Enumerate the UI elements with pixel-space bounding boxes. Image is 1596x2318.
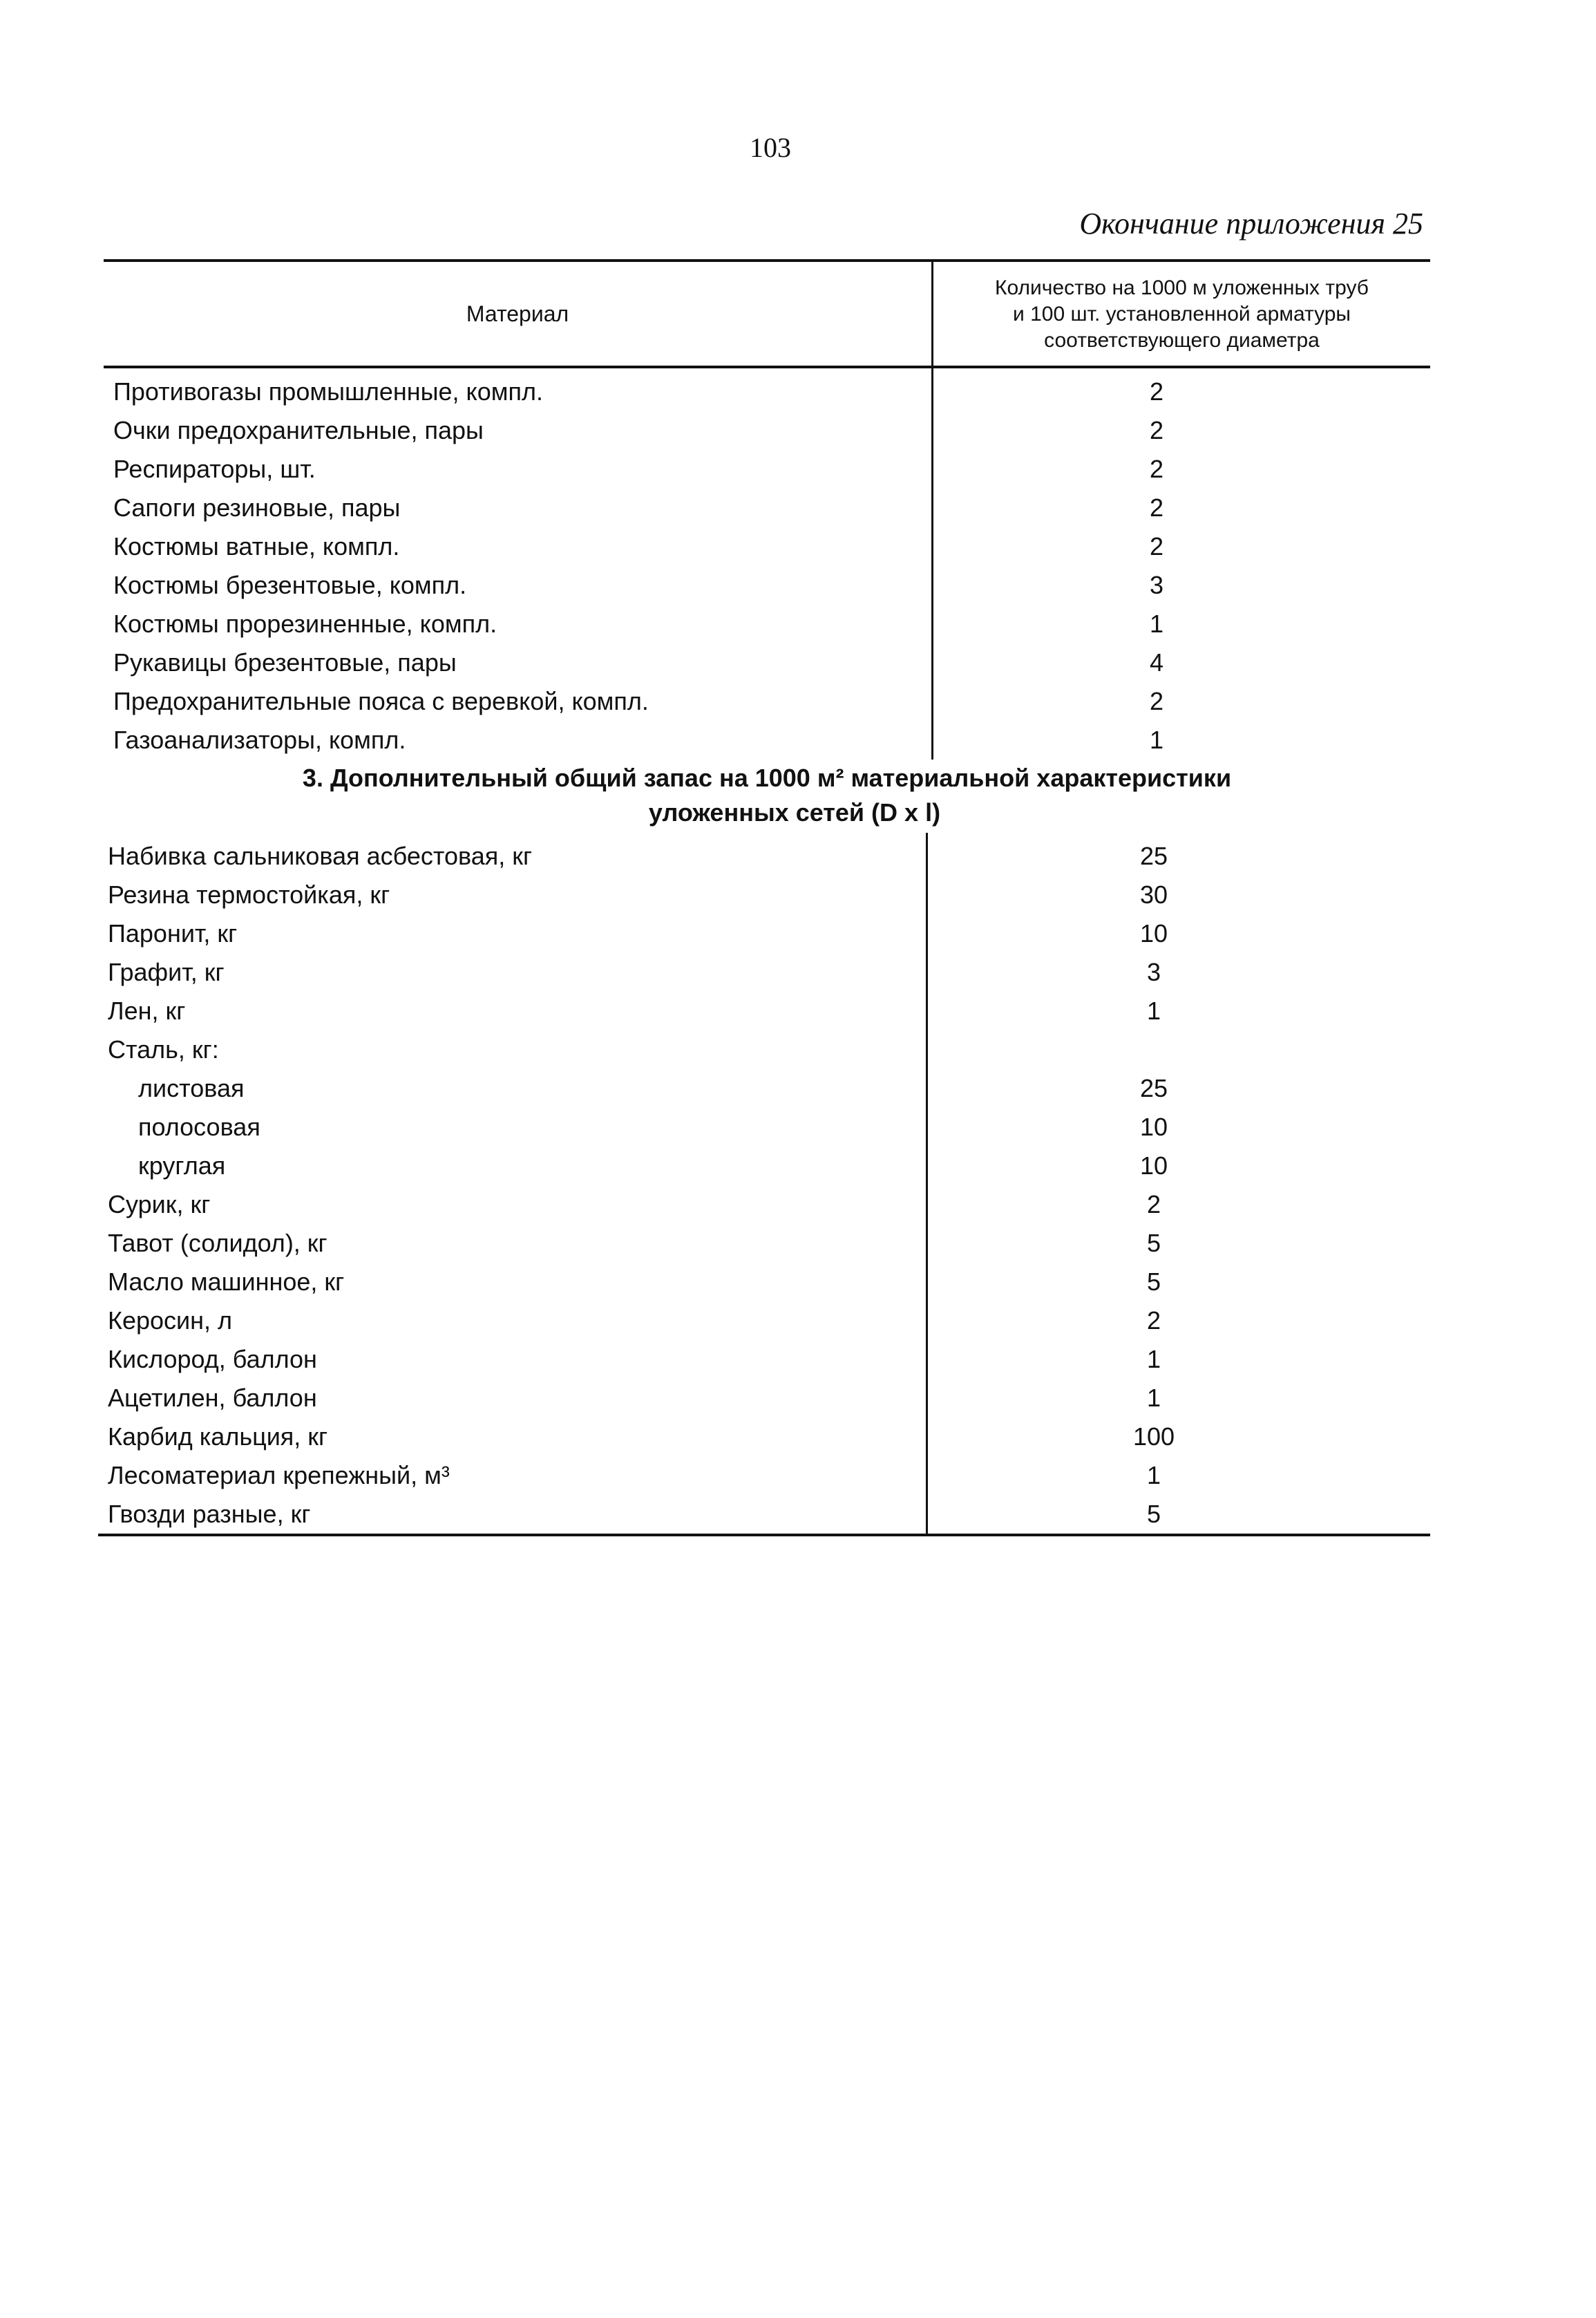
table-row: [98, 992, 1430, 1030]
row-name: Респираторы, шт.: [113, 455, 316, 483]
table-row: [98, 1417, 1430, 1456]
table-row: [104, 721, 1430, 760]
row-value: 25: [1139, 1074, 1168, 1102]
row-value: 2: [1149, 532, 1164, 560]
row-value: 2: [1149, 687, 1164, 715]
row-name: Лен, кг: [108, 997, 186, 1025]
row-value: 1: [1149, 610, 1164, 638]
table-bottom-rule: [98, 1534, 1430, 1536]
header-quantity-line: соответствующего диаметра: [1044, 329, 1320, 352]
table-row: [98, 1185, 1430, 1224]
row-value: 5: [1146, 1268, 1161, 1296]
row-name: полосовая: [138, 1113, 260, 1141]
column-divider: [931, 368, 933, 760]
row-name: Гвозди разные, кг: [108, 1500, 311, 1528]
row-name: Костюмы ватные, компл.: [113, 532, 400, 560]
row-name: Ацетилен, баллон: [108, 1384, 317, 1412]
row-name: Газоанализаторы, компл.: [113, 726, 406, 754]
row-value: 100: [1132, 1422, 1175, 1451]
row-value: 1: [1146, 1345, 1161, 1373]
row-name: Набивка сальниковая асбестовая, кг: [108, 842, 533, 870]
row-name: Керосин, л: [108, 1306, 233, 1335]
table-block-a: [104, 368, 1430, 760]
row-name: Карбид кальция, кг: [108, 1422, 328, 1451]
row-value: 2: [1149, 455, 1164, 483]
table-row: [104, 682, 1430, 721]
row-name: листовая: [138, 1074, 245, 1102]
row-value: 25: [1139, 842, 1168, 870]
row-name: Резина термостойкая, кг: [108, 880, 390, 909]
row-name: Предохранительные пояса с веревкой, компл.: [113, 687, 649, 715]
table-row: [104, 527, 1430, 566]
table-row: [98, 1108, 1430, 1147]
row-name: Сталь, кг:: [108, 1035, 219, 1064]
table-row: [104, 373, 1430, 411]
page-number: 103: [750, 132, 791, 163]
table-row: [104, 566, 1430, 605]
row-value: 2: [1146, 1306, 1161, 1335]
table-row: [98, 1456, 1430, 1495]
table-row: [98, 1495, 1430, 1534]
materials-table: [104, 259, 1430, 1536]
table-row: [98, 1069, 1430, 1108]
table-row: [98, 837, 1430, 876]
row-value: 3: [1149, 571, 1164, 599]
row-name: Рукавицы брезентовые, пары: [113, 648, 457, 677]
table-row: [104, 489, 1430, 527]
appendix-caption: Окончание приложения 25: [1079, 207, 1423, 241]
row-name: Паронит, кг: [108, 919, 238, 948]
row-name: Тавот (солидол), кг: [108, 1229, 327, 1257]
row-name: Костюмы брезентовые, компл.: [113, 571, 467, 599]
table-header: [104, 262, 1430, 366]
row-value: 10: [1139, 1151, 1168, 1180]
row-name: Кислород, баллон: [108, 1345, 317, 1373]
row-value: 1: [1149, 726, 1164, 754]
row-name: Лесоматериал крепежный, м³: [108, 1461, 450, 1489]
row-value: 30: [1139, 880, 1168, 909]
table-row: [98, 876, 1430, 914]
table-block-b: [98, 833, 1430, 1534]
table-row: [98, 1224, 1430, 1263]
row-value: 5: [1146, 1500, 1161, 1528]
row-value: 2: [1149, 377, 1164, 406]
column-divider: [926, 833, 928, 1534]
header-material: Материал: [466, 301, 569, 326]
table-row: [98, 1301, 1430, 1340]
row-name: Графит, кг: [108, 958, 225, 986]
row-value: 5: [1146, 1229, 1161, 1257]
table-row: [104, 643, 1430, 682]
row-value: 2: [1149, 416, 1164, 444]
row-name: круглая: [138, 1151, 226, 1180]
table-row: [104, 605, 1430, 643]
table-row: [98, 1030, 1430, 1069]
table-row: [104, 450, 1430, 489]
row-value: 3: [1146, 958, 1161, 986]
row-value: 4: [1149, 648, 1164, 677]
table-row: [98, 1147, 1430, 1185]
header-quantity-line: и 100 шт. установленной арматуры: [1012, 303, 1351, 326]
row-value: 10: [1139, 1113, 1168, 1141]
table-row: [104, 411, 1430, 450]
row-value: 1: [1146, 1384, 1161, 1412]
row-name: Сапоги резиновые, пары: [113, 493, 401, 522]
row-name: Очки предохранительные, пары: [113, 416, 484, 444]
row-name: Масло машинное, кг: [108, 1268, 345, 1296]
table-row: [98, 953, 1430, 992]
row-name: Противогазы промышленные, компл.: [113, 377, 543, 406]
table-row: [98, 1379, 1430, 1417]
row-value: 10: [1139, 919, 1168, 948]
section-3-title: [104, 760, 1430, 833]
header-quantity-line: Количество на 1000 м уложенных труб: [995, 276, 1369, 299]
row-value: 2: [1149, 493, 1164, 522]
row-name: Сурик, кг: [108, 1190, 211, 1218]
row-value: 1: [1146, 997, 1161, 1025]
table-row: [98, 1340, 1430, 1379]
header-quantity: [931, 262, 1430, 366]
section-3-title-line: 3. Дополнительный общий запас на 1000 м² материальной характеристики: [302, 764, 1232, 792]
row-name: Костюмы прорезиненные, компл.: [113, 610, 497, 638]
table-row: [98, 914, 1430, 953]
row-value: 1: [1146, 1461, 1161, 1489]
table-row: [98, 1263, 1430, 1301]
row-value: 2: [1146, 1190, 1161, 1218]
section-3-title-line: уложенных сетей (D x l): [648, 798, 941, 827]
